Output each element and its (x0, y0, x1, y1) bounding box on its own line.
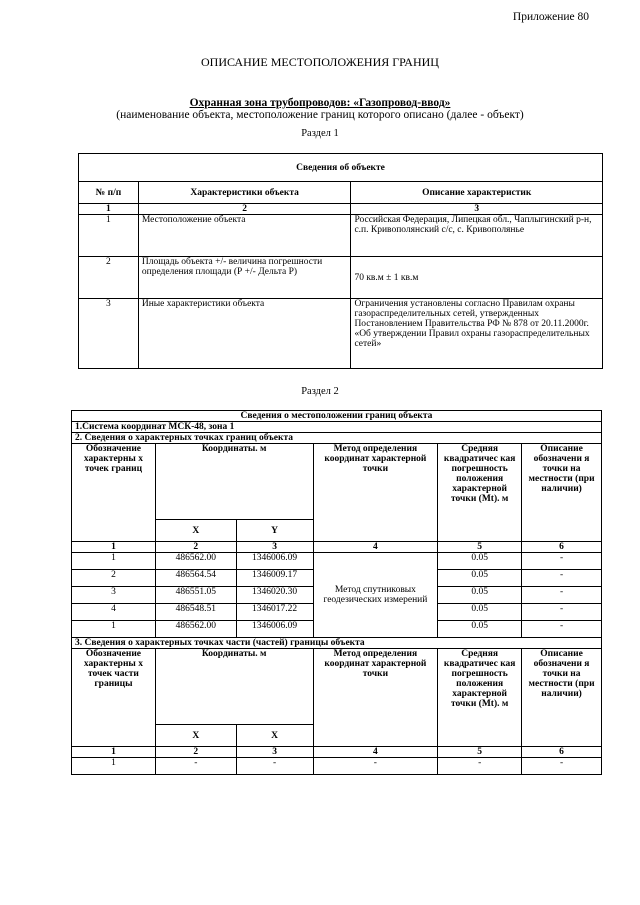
point-x: 486548.51 (155, 604, 236, 621)
head-coords: Координаты. м (155, 649, 313, 725)
point-method: Метод спутниковых геодезических измерений (313, 553, 438, 638)
colnum: 6 (522, 542, 602, 553)
point-y: 1346009.17 (236, 570, 313, 587)
row-number: 3 (79, 299, 139, 369)
head-desc: Описание обозначени я точки на местности (при наличии) (522, 444, 602, 542)
zone-heading (0, 97, 640, 121)
colnum: 2 (155, 747, 236, 758)
colnum: 3 (236, 542, 313, 553)
table-row (79, 257, 603, 299)
row-description: 70 кв.м ± 1 кв.м (351, 257, 603, 299)
appendix-label: Приложение 80 (512, 11, 589, 23)
colnum: 2 (155, 542, 236, 553)
colnum: 5 (438, 542, 522, 553)
point-error: 0.05 (438, 587, 522, 604)
object-info-table (78, 153, 603, 369)
colnum: 4 (313, 542, 438, 553)
part-x: - (155, 758, 236, 775)
row-characteristic: Иные характеристики объекта (138, 299, 351, 369)
point-number: 3 (72, 587, 156, 604)
colnum: 4 (313, 747, 438, 758)
colnum: 1 (72, 542, 156, 553)
head-desc: Описание обозначени я точки на местности (при наличии) (522, 649, 602, 747)
point-y: 1346017.22 (236, 604, 313, 621)
table-row (72, 553, 602, 570)
point-number: 4 (72, 604, 156, 621)
colnum: 1 (72, 747, 156, 758)
colnum: 1 (79, 204, 139, 215)
head-x: X (155, 725, 236, 747)
point-number: 1 (72, 621, 156, 638)
part-desc: - (522, 758, 602, 775)
colnum: 2 (138, 204, 351, 215)
point-desc: - (522, 553, 602, 570)
point-x: 486562.00 (155, 621, 236, 638)
row-characteristic: Местоположение объекта (138, 215, 351, 257)
point-y: 1346006.09 (236, 553, 313, 570)
point-error: 0.05 (438, 604, 522, 621)
head-method: Метод определения координат характерной точки (313, 444, 438, 542)
table-row (72, 758, 602, 775)
boundary-table (71, 410, 602, 775)
row-characteristic: Площадь объекта +/- величина погрешности определения площади (Р +/- Дельта Р) (138, 257, 351, 299)
point-desc: - (522, 621, 602, 638)
point-x: 486564.54 (155, 570, 236, 587)
point-error: 0.05 (438, 621, 522, 638)
row-description: Ограничения установлены согласно Правилам охраны газораспределительных сетей, утвержденных Постановлением Правительства РФ № 878 от 20.11.2000г. «Об утверждении Правил охраны газораспределительных сетей» (351, 299, 603, 369)
zone-description: (наименование объекта, местоположение границ которого описано (далее - объект) (116, 109, 524, 121)
point-y: 1346020.30 (236, 587, 313, 604)
object-table-title: Сведения об объекте (79, 154, 603, 182)
col-number: № п/п (79, 182, 139, 204)
col-characteristic: Характеристики объекта (138, 182, 351, 204)
part-error: - (438, 758, 522, 775)
point-error: 0.05 (438, 553, 522, 570)
table-row (79, 299, 603, 369)
colnum: 3 (236, 747, 313, 758)
part-method: - (313, 758, 438, 775)
point-desc: - (522, 587, 602, 604)
head-x: X (155, 520, 236, 542)
section-1-label: Раздел 1 (301, 128, 339, 139)
point-x: 486551.05 (155, 587, 236, 604)
subsection-3: 3. Сведения о характерных точках части (частей) границы объекта (72, 638, 602, 649)
head-x-second: X (236, 725, 313, 747)
col-description: Описание характеристик (351, 182, 603, 204)
row-number: 1 (79, 215, 139, 257)
point-number: 2 (72, 570, 156, 587)
colnum: 5 (438, 747, 522, 758)
point-desc: - (522, 604, 602, 621)
head-method: Метод определения координат характерной точки (313, 649, 438, 747)
coordinate-system: 1.Система координат МСК-48, зона 1 (72, 422, 602, 433)
head-coords: Координаты. м (155, 444, 313, 520)
point-y: 1346006.09 (236, 621, 313, 638)
head-error: Средняя квадратичес кая погрешность положения характерной точки (Mt). м (438, 649, 522, 747)
head-error: Средняя квадратичес кая погрешность положения характерной точки (Mt). м (438, 444, 522, 542)
point-desc: - (522, 570, 602, 587)
point-error: 0.05 (438, 570, 522, 587)
head-y: Y (236, 520, 313, 542)
part-y: - (236, 758, 313, 775)
boundary-table-title: Сведения о местоположении границ объекта (72, 411, 602, 422)
row-description: Российская Федерация, Липецкая обл., Чаплыгинский р-н, с.п. Кривополянский с/с, с. Кривополянье (351, 215, 603, 257)
head-designation: Обозначение характерны х точек границ (72, 444, 156, 542)
section-2-label: Раздел 2 (301, 386, 339, 397)
zone-name: Охранная зона трубопроводов: «Газопровод-ввод» (189, 97, 451, 109)
row-number: 2 (79, 257, 139, 299)
point-number: 1 (72, 553, 156, 570)
part-number: 1 (72, 758, 156, 775)
point-x: 486562.00 (155, 553, 236, 570)
document-title: ОПИСАНИЕ МЕСТОПОЛОЖЕНИЯ ГРАНИЦ (201, 55, 439, 69)
colnum: 3 (351, 204, 603, 215)
subsection-2: 2. Сведения о характерных точках границ объекта (72, 433, 602, 444)
table-row (79, 215, 603, 257)
colnum: 6 (522, 747, 602, 758)
head-designation-part: Обозначение характерны х точек части границы (72, 649, 156, 747)
